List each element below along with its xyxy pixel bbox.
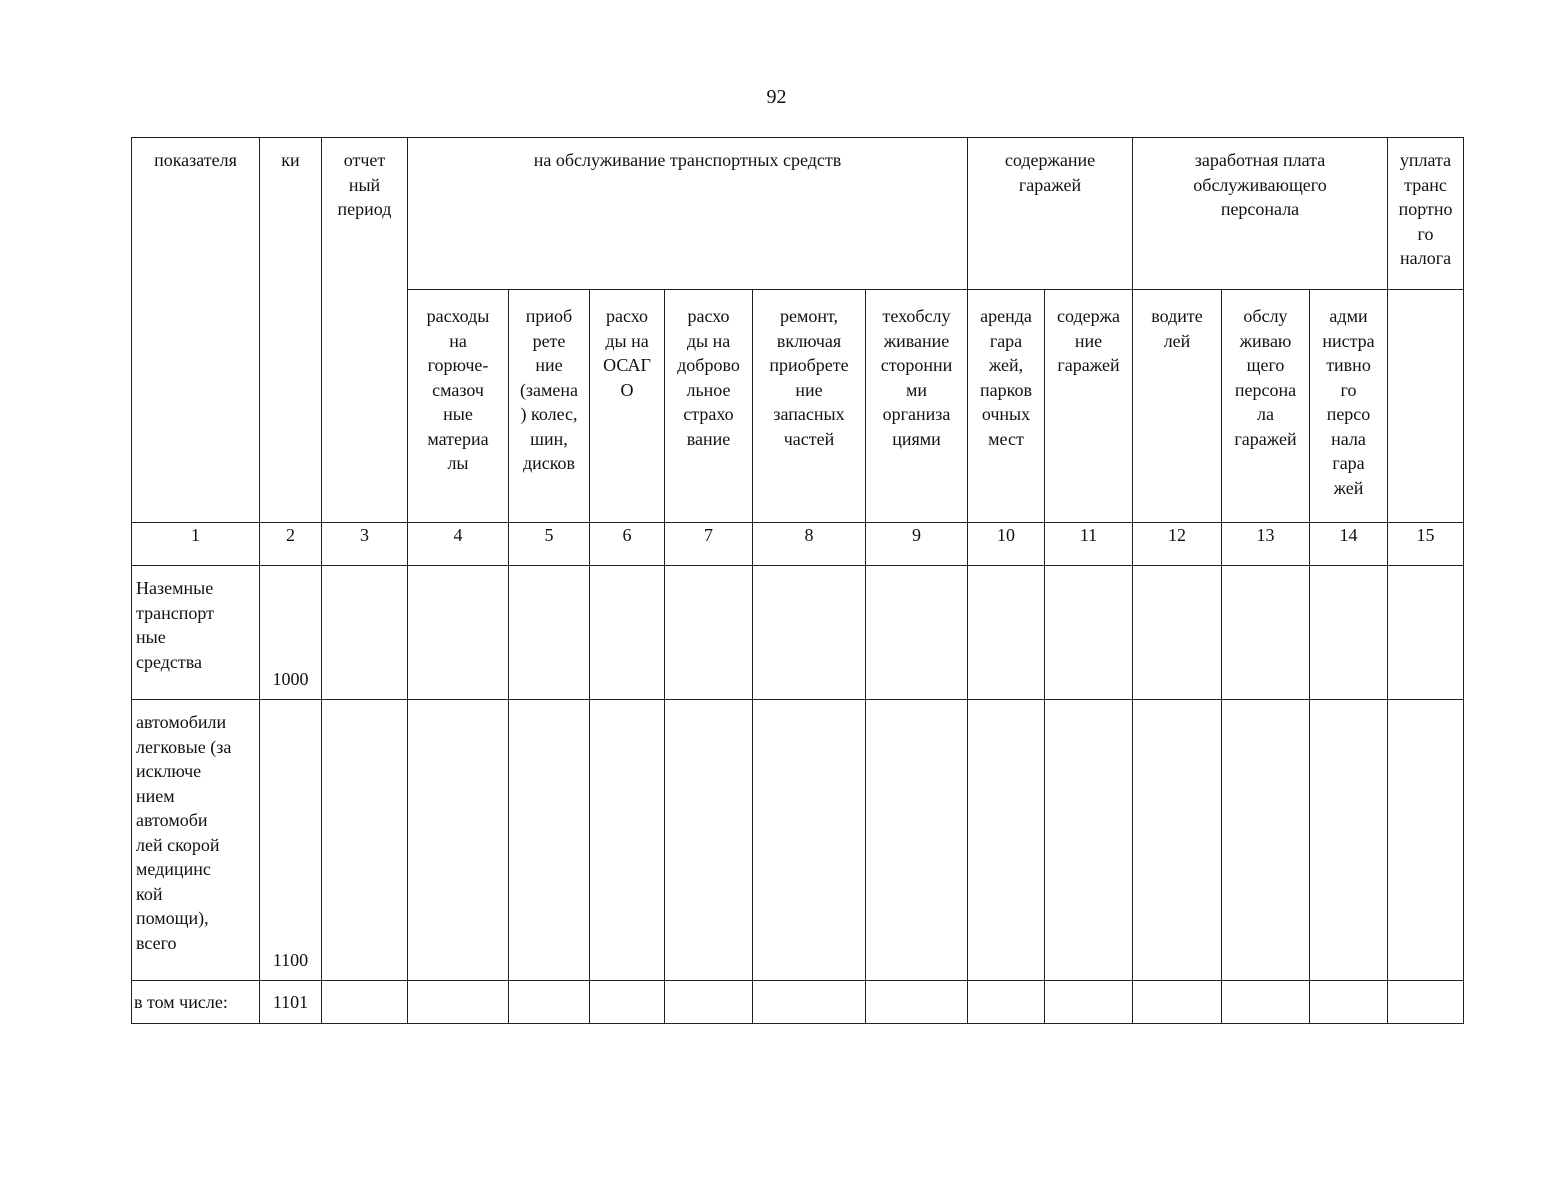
header-period: отчет ный период xyxy=(322,138,408,523)
subheader-wheels: приоб рете ние (замена ) колес, шин, дисков xyxy=(509,290,590,523)
data-cell xyxy=(408,566,509,700)
data-cell xyxy=(1310,566,1388,700)
data-cell xyxy=(968,981,1045,1024)
row-label: Наземные транспорт ные средства xyxy=(132,566,260,700)
subheader-empty xyxy=(1388,290,1464,523)
data-cell xyxy=(665,566,753,700)
data-cell xyxy=(1133,700,1222,981)
data-cell xyxy=(1045,566,1133,700)
data-cell xyxy=(1388,700,1464,981)
data-cell xyxy=(753,566,866,700)
table-row xyxy=(132,981,1464,1024)
page-number: 92 xyxy=(766,86,787,108)
header-indicator: показателя xyxy=(132,138,260,523)
data-cell xyxy=(590,981,665,1024)
column-number: 12 xyxy=(1133,523,1222,566)
table-row xyxy=(132,566,1464,700)
column-number: 7 xyxy=(665,523,753,566)
column-number: 14 xyxy=(1310,523,1388,566)
data-cell xyxy=(1222,981,1310,1024)
data-cell xyxy=(590,566,665,700)
data-cell xyxy=(753,981,866,1024)
data-cell xyxy=(408,981,509,1024)
row-label: в том числе: xyxy=(132,981,260,1024)
data-cell xyxy=(866,700,968,981)
expenses-table xyxy=(131,137,1464,1024)
column-number: 1 xyxy=(132,523,260,566)
column-number: 5 xyxy=(509,523,590,566)
column-number: 3 xyxy=(322,523,408,566)
header-group-salary: заработная плата обслуживающего персонала xyxy=(1133,138,1388,290)
data-cell xyxy=(1310,700,1388,981)
data-cell xyxy=(1133,981,1222,1024)
data-cell xyxy=(866,981,968,1024)
data-cell xyxy=(665,700,753,981)
column-number: 9 xyxy=(866,523,968,566)
subheader-maintenance: техобслу живание сторонни ми организа циями xyxy=(866,290,968,523)
data-cell xyxy=(590,700,665,981)
subheader-garage-upkeep: содержа ние гаражей xyxy=(1045,290,1133,523)
data-cell xyxy=(866,566,968,700)
column-number: 8 xyxy=(753,523,866,566)
subheader-garage-rent: аренда гара жей, парков очных мест xyxy=(968,290,1045,523)
column-number: 11 xyxy=(1045,523,1133,566)
data-cell xyxy=(509,981,590,1024)
data-cell xyxy=(408,700,509,981)
column-number-row xyxy=(132,523,1464,566)
data-cell xyxy=(1133,566,1222,700)
table-row xyxy=(132,700,1464,981)
header-transport-tax: уплата транс портно го налога xyxy=(1388,138,1464,290)
data-cell xyxy=(322,700,408,981)
subheader-drivers: водите лей xyxy=(1133,290,1222,523)
data-cell xyxy=(665,981,753,1024)
column-number: 2 xyxy=(260,523,322,566)
column-number: 4 xyxy=(408,523,509,566)
data-cell xyxy=(509,700,590,981)
header-group-garages: содержание гаражей xyxy=(968,138,1133,290)
subheader-voluntary-insurance: расхо ды на доброво льное страхо вание xyxy=(665,290,753,523)
data-cell xyxy=(1045,700,1133,981)
row-code: 1100 xyxy=(260,700,322,981)
data-cell xyxy=(1388,981,1464,1024)
subheader-fuel: расходы на горюче- смазоч ные материа лы xyxy=(408,290,509,523)
column-number: 15 xyxy=(1388,523,1464,566)
header-row-groups xyxy=(132,138,1464,290)
subheader-garage-staff: обслу живаю щего персона ла гаражей xyxy=(1222,290,1310,523)
header-group-vehicles: на обслуживание транспортных средств xyxy=(408,138,968,290)
column-number: 13 xyxy=(1222,523,1310,566)
row-label: автомобили легковые (за исключе нием автомоби лей скорой медицинс кой помощи), всего xyxy=(132,700,260,981)
data-cell xyxy=(753,700,866,981)
subheader-admin-staff: адми нистра тивно го персо нала гара жей xyxy=(1310,290,1388,523)
header-code: ки xyxy=(260,138,322,523)
data-cell xyxy=(1310,981,1388,1024)
data-cell xyxy=(1222,566,1310,700)
subheader-osago: расхо ды на ОСАГ О xyxy=(590,290,665,523)
row-code: 1000 xyxy=(260,566,322,700)
data-cell xyxy=(322,981,408,1024)
column-number: 10 xyxy=(968,523,1045,566)
data-cell xyxy=(1388,566,1464,700)
data-cell xyxy=(968,700,1045,981)
subheader-repair: ремонт, включая приобрете ние запасных частей xyxy=(753,290,866,523)
column-number: 6 xyxy=(590,523,665,566)
row-code: 1101 xyxy=(260,981,322,1024)
data-cell xyxy=(968,566,1045,700)
data-cell xyxy=(322,566,408,700)
data-cell xyxy=(509,566,590,700)
data-cell xyxy=(1045,981,1133,1024)
data-cell xyxy=(1222,700,1310,981)
